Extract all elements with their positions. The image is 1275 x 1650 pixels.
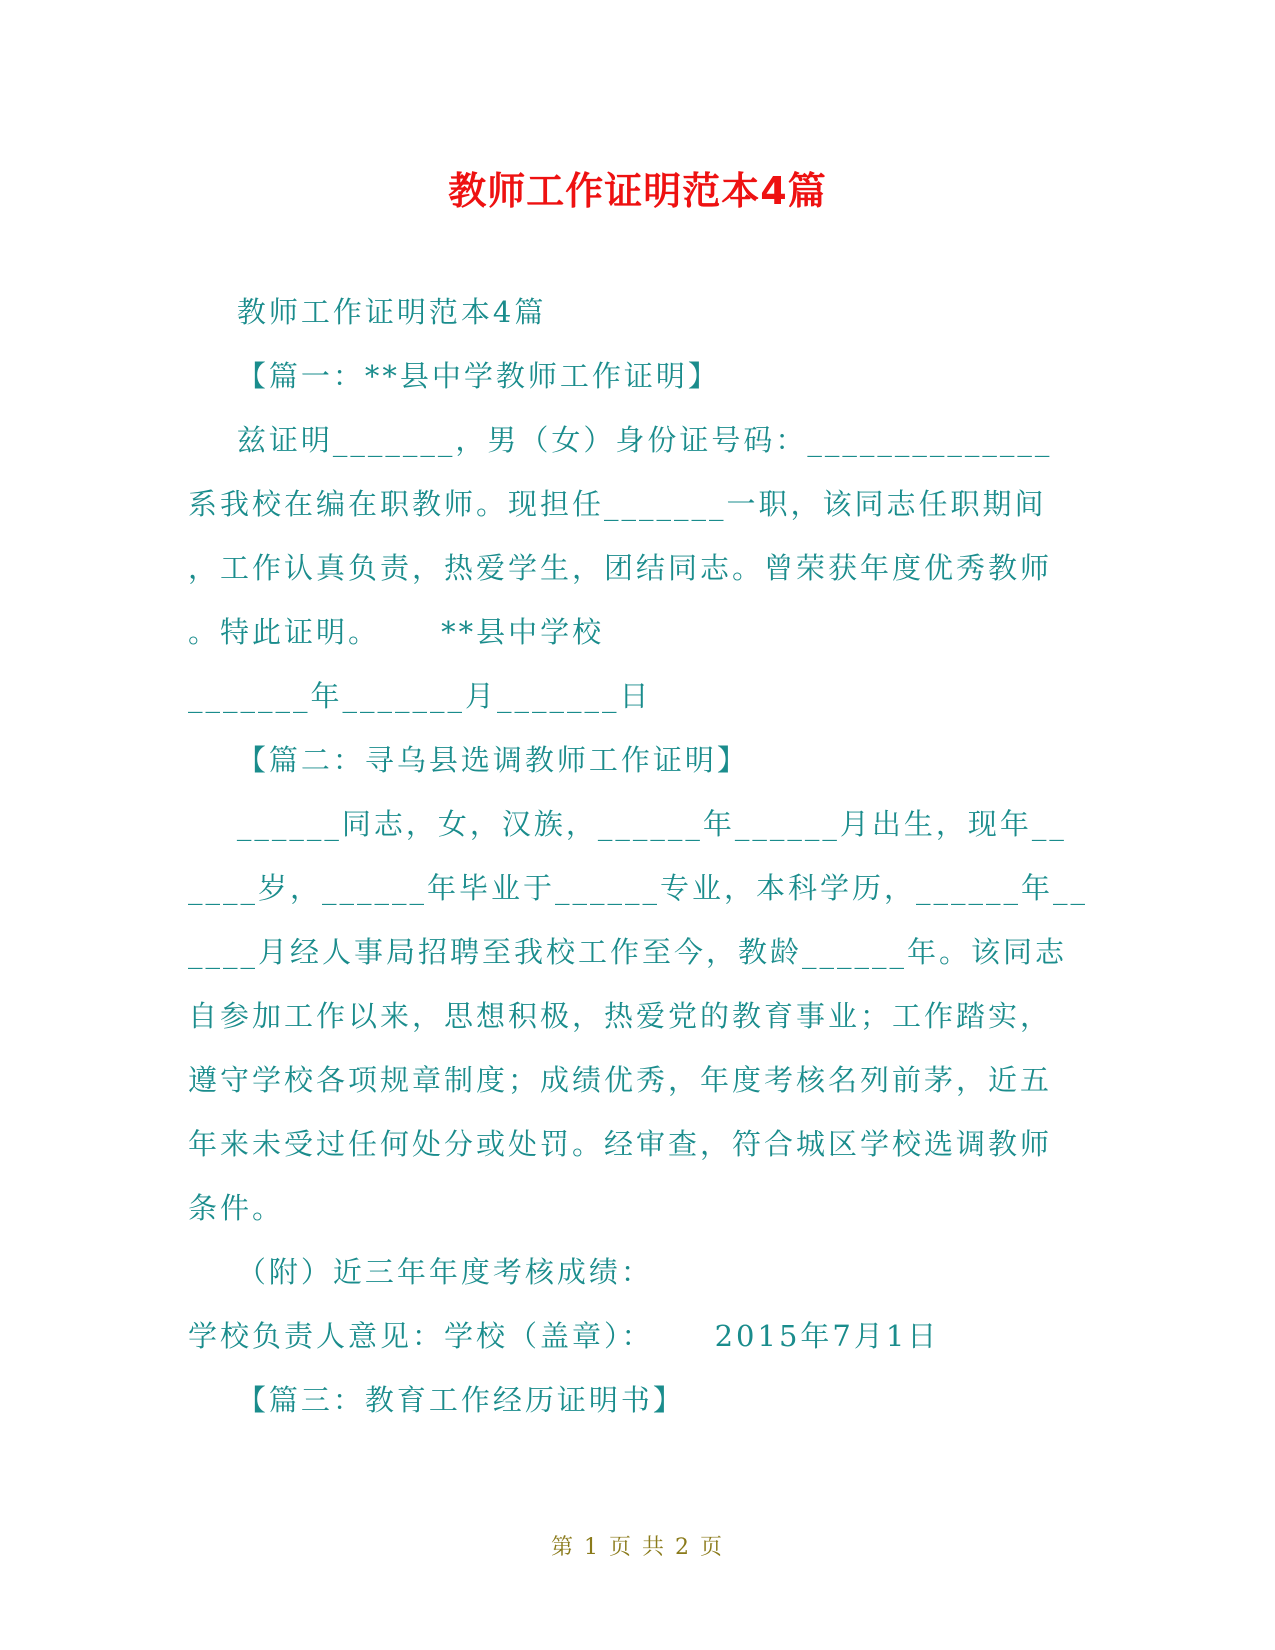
body-line: ____月经人事局招聘至我校工作至今，教龄______年。该同志 bbox=[188, 935, 1068, 969]
section-heading: 【篇二：寻乌县选调教师工作证明】 bbox=[188, 743, 749, 777]
body-line: 系我校在编在职教师。现担任_______一职，该同志任职期间 bbox=[188, 487, 1047, 521]
body-line: 条件。 bbox=[188, 1191, 285, 1225]
body-line: （附）近三年年度考核成绩： bbox=[188, 1255, 653, 1289]
body-line: 年来未受过任何处分或处罚。经审查，符合城区学校选调教师 bbox=[188, 1127, 1053, 1161]
body-line: 教师工作证明范本4篇 bbox=[188, 295, 547, 329]
body-line: ______同志，女，汉族，______年______月出生，现年__ bbox=[188, 807, 1067, 841]
section-heading: 【篇三：教育工作经历证明书】 bbox=[188, 1383, 685, 1417]
signature-line: 学校负责人意见：学校（盖章）： 2015年7月1日 bbox=[188, 1319, 940, 1353]
date-line: _______年_______月_______日 bbox=[188, 679, 652, 713]
section-heading: 【篇一：**县中学教师工作证明】 bbox=[188, 359, 720, 393]
document-body bbox=[188, 280, 1088, 1432]
body-line: 遵守学校各项规章制度；成绩优秀，年度考核名列前茅，近五 bbox=[188, 1063, 1053, 1097]
body-line: 自参加工作以来，思想积极，热爱党的教育事业；工作踏实， bbox=[188, 999, 1053, 1033]
body-line: 兹证明_______，男（女）身份证号码：______________ bbox=[188, 423, 1053, 457]
page-footer: 第 1 页 共 2 页 bbox=[551, 1535, 724, 1560]
body-line: 。特此证明。 **县中学校 bbox=[188, 615, 605, 649]
document-title: 教师工作证明范本4篇 bbox=[448, 169, 827, 213]
body-line: ，工作认真负责，热爱学生，团结同志。曾荣获年度优秀教师 bbox=[188, 551, 1053, 585]
body-line: ____岁，______年毕业于______专业，本科学历，______年__ bbox=[188, 871, 1089, 905]
